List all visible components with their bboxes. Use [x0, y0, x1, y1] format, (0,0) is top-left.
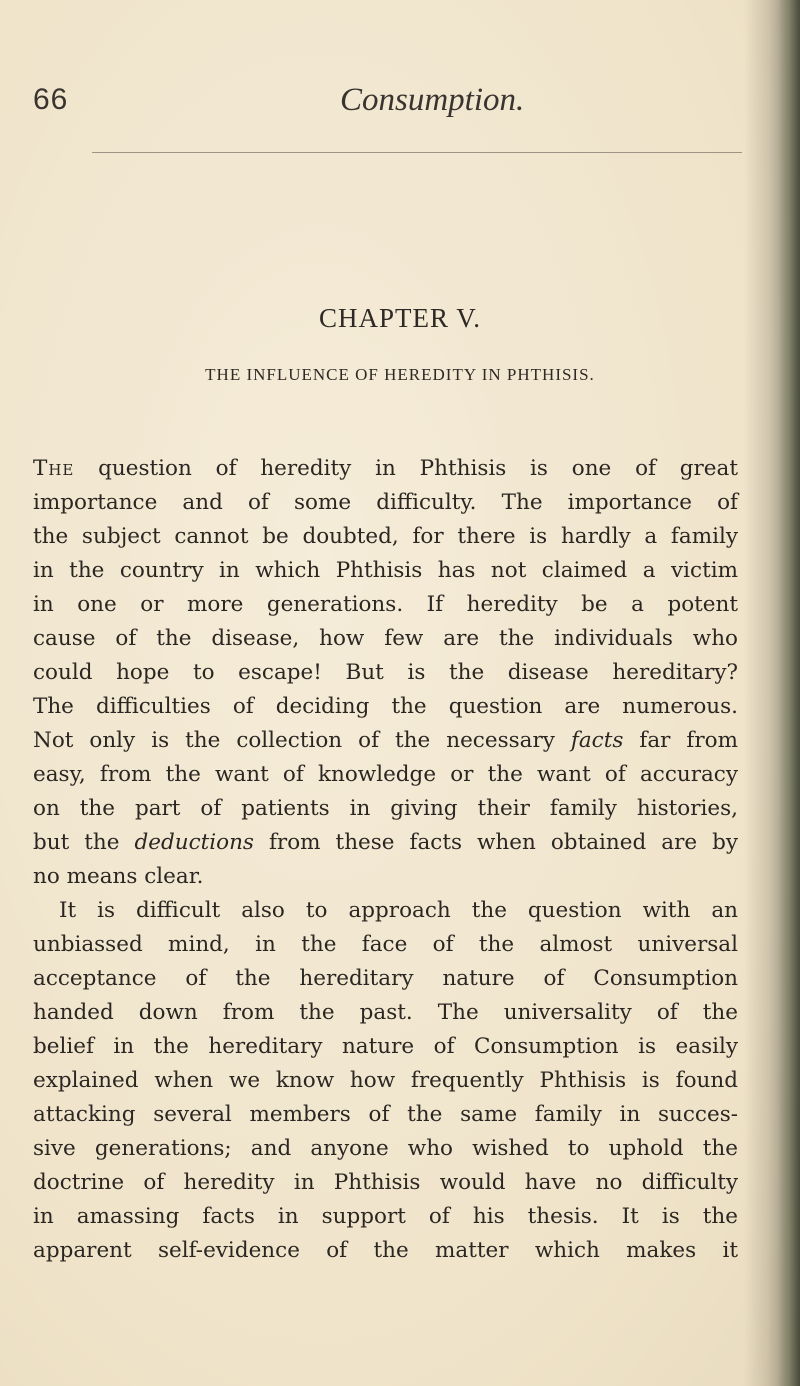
chapter-title: CHAPTER V.: [318, 303, 482, 333]
page-number: 66: [33, 83, 69, 116]
paragraph-2: [33, 894, 738, 1268]
text-line: importance and of some difficulty. The importance of: [33, 490, 738, 515]
running-head: Consumption.: [340, 82, 525, 118]
text-line: belief in the hereditary nature of Consumption is easily: [33, 1034, 738, 1059]
text-line: The difficulties of deciding the question are numerous.: [33, 694, 738, 719]
text-line: It is difficult also to approach the question with an: [59, 898, 738, 923]
text-line: Not only is the collection of the necessary facts far from: [33, 728, 738, 753]
text-line: on the part of patients in giving their family histories,: [33, 796, 738, 821]
text-line: cause of the disease, how few are the individuals who: [33, 626, 738, 651]
text-line: in amassing facts in support of his thesis. It is the: [33, 1204, 738, 1229]
chapter-subtitle: THE INFLUENCE OF HEREDITY IN PHTHISIS.: [205, 365, 595, 384]
text-line: the subject cannot be doubted, for there is hardly a family: [33, 524, 738, 549]
text-line: no means clear.: [33, 864, 204, 889]
text-line: The question of heredity in Phthisis is one of great: [33, 456, 738, 481]
text-line: apparent self-evidence of the matter which makes it: [33, 1238, 738, 1263]
body-text: [33, 452, 738, 1268]
text-line: easy, from the want of knowledge or the want of accuracy: [33, 762, 738, 787]
text-line: could hope to escape! But is the disease hereditary?: [33, 660, 738, 685]
text-line: doctrine of heredity in Phthisis would have no difficulty: [33, 1170, 738, 1195]
text-line: unbiassed mind, in the face of the almost universal: [33, 932, 738, 957]
text-line: in the country in which Phthisis has not claimed a victim: [33, 558, 738, 583]
italic-word: deductions: [134, 830, 254, 855]
text-line: explained when we know how frequently Phthisis is found: [33, 1068, 738, 1093]
text-line: sive generations; and anyone who wished to uphold the: [33, 1136, 738, 1161]
page-edge-shadow: [778, 0, 800, 1386]
text-line: acceptance of the hereditary nature of Consumption: [33, 966, 738, 991]
header-rule: [92, 152, 742, 153]
text-line: but the deductions from these facts when obtained are by: [33, 830, 738, 855]
italic-word: facts: [570, 728, 624, 753]
text-line: handed down from the past. The universality of the: [33, 1000, 738, 1025]
text-line: attacking several members of the same family in succes-: [33, 1102, 738, 1127]
text-line: in one or more generations. If heredity be a potent: [33, 592, 738, 617]
lead-word: The: [33, 456, 75, 481]
paragraph-1: [33, 452, 738, 894]
